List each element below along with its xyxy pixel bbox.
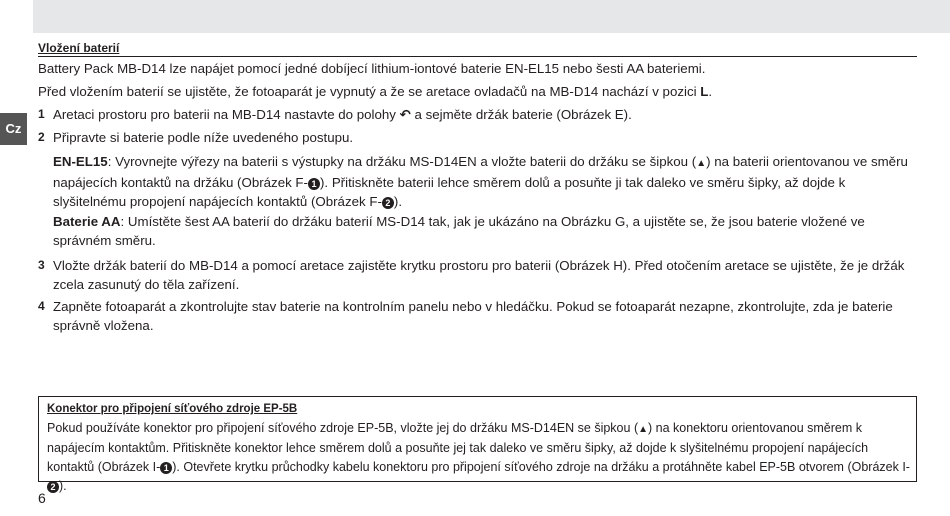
intro-paragraph-1: Battery Pack MB-D14 lze napájet pomocí jedné dobíjecí lithium-iontové baterie EN-EL15 nebo šesti AA bateriemi.	[38, 61, 706, 76]
section-title: Vložení baterií	[38, 41, 917, 57]
step-1-pre: Aretaci prostoru pro baterii na MB-D14 nastavte do polohy	[53, 107, 400, 122]
language-tab: Cz	[0, 113, 27, 145]
note-text-4: ).	[59, 479, 67, 493]
step-number: 2	[38, 130, 45, 144]
intro2-end: .	[708, 84, 713, 99]
note-title: Konektor pro připojení síťového zdroje EP-5B	[47, 403, 298, 415]
enel15-text-1: : Vyrovnejte výřezy na baterii s výstupky na držáku MS-D14EN a vložte baterii do držáku se šipkou (	[107, 154, 697, 169]
page-number: 6	[38, 490, 46, 506]
step-number: 1	[38, 107, 45, 121]
note-text-3: ). Otevřete krytku průchodky kabelu konektoru pro připojení síťového zdroje na držáku a protáhněte kabel EP-5B otvorem (Obrázek I-	[172, 460, 910, 474]
aa-label: Baterie AA	[53, 214, 121, 229]
enel15-paragraph	[53, 152, 919, 211]
note-box	[38, 396, 917, 493]
step-2	[38, 128, 918, 147]
step-number: 3	[38, 258, 45, 272]
enel15-text-4: ).	[393, 194, 403, 209]
lock-rotate-icon: ↶	[399, 107, 411, 122]
step-text	[53, 105, 918, 124]
step-3	[38, 256, 918, 294]
arrow-up-icon: ▲	[696, 158, 707, 169]
enel15-label: EN-EL15	[53, 154, 108, 169]
step-text: Připravte si baterie podle níže uvedeného postupu.	[53, 130, 354, 145]
circled-number-1-icon: 1	[308, 178, 320, 190]
intro-paragraph-2	[38, 82, 918, 101]
circled-number-1-icon: 1	[160, 462, 172, 474]
header-band	[33, 0, 950, 33]
enel15-text-3: ). Přitiskněte baterii lehce směrem dolů a posuňte ji tak daleko ve směru šipky, až dojde k slyšitelnému propojení napájecích kontaktů (Obrázek F-	[53, 175, 846, 209]
note-text-1: Pokud používáte konektor pro připojení síťového zdroje EP-5B, vložte jej do držáku MS-D14EN se šipkou (	[47, 421, 639, 435]
aa-text: : Umístěte šest AA baterií do držáku baterií MS-D14 tak, jak je ukázáno na Obrázku G, a ujistěte se, že jsou baterie vložené ve správném směru.	[53, 214, 865, 248]
step-4	[38, 297, 918, 335]
intro2-bold: L	[700, 84, 709, 99]
intro2-text: Před vložením baterií se ujistěte, že fotoaparát je vypnutý a že se aretace ovladačů na MB-D14 nachází v pozici	[38, 84, 701, 99]
circled-number-2-icon: 2	[382, 197, 394, 209]
note-body	[47, 419, 913, 496]
step-text: Vložte držák baterií do MB-D14 a pomocí aretace zajistěte krytku prostoru pro baterii (Obrázek H). Před otočením aretace se ujistěte, že je držák zcela zasunutý do těla zařízení.	[53, 258, 905, 292]
circled-number-2-icon: 2	[47, 481, 59, 493]
step-number: 4	[38, 299, 45, 313]
step-1-post: a sejměte držák baterie (Obrázek E).	[410, 107, 632, 122]
arrow-up-icon: ▲	[638, 424, 649, 435]
enel15-text-2: ) na baterii orientovanou ve směru napájecích kontaktů na držáku (Obrázek F-	[53, 154, 908, 190]
note-text-2: ) na konektoru orientovanou směrem k napájecím kontaktům. Přitiskněte konektor lehce směrem dolů a posuňte jej tak daleko ve směru šipky, až dojde k slyšitelnému propojení napájecích kontaktů (Obrázek I-	[47, 421, 869, 474]
step-1	[38, 105, 918, 124]
step-text: Zapněte fotoaparát a zkontrolujte stav baterie na kontrolním panelu nebo v hledáčku. Pokud se fotoaparát nezapne, zkontrolujte, zda je baterie správně vložena.	[53, 299, 893, 333]
aa-paragraph	[53, 212, 919, 250]
